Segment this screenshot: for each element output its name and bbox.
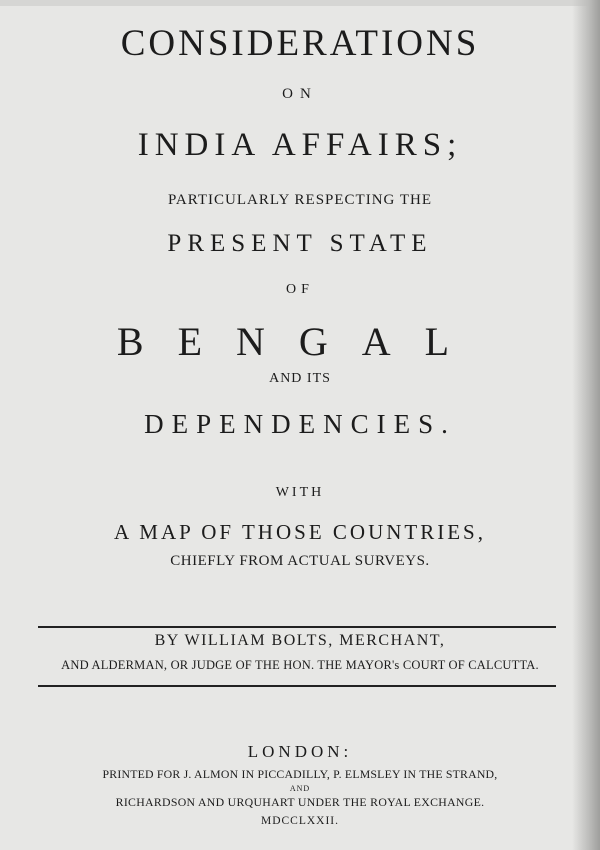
subtitle-dependencies: DEPENDENCIES.	[144, 409, 456, 439]
subtitle-and-its: AND ITS	[269, 371, 331, 386]
subtitle-place: BENGAL	[116, 319, 484, 364]
imprint-printer-line: PRINTED FOR J. ALMON IN PICCADILLY, P. ELMSLEY IN THE STRAND,	[102, 767, 498, 781]
imprint-date: MDCCLXXII.	[260, 815, 340, 827]
map-line: A MAP OF THOSE COUNTRIES,	[114, 520, 486, 544]
book-subject: INDIA AFFAIRS;	[137, 127, 463, 163]
surveys-line: CHIEFLY FROM ACTUAL SURVEYS.	[170, 553, 430, 569]
author-title: AND ALDERMAN, OR JUDGE OF THE HON. THE MAYOR's COURT OF CALCUTTA.	[61, 658, 539, 672]
imprint-and: AND	[289, 784, 311, 793]
author-line: BY WILLIAM BOLTS, MERCHANT,	[154, 632, 446, 649]
map-intro-with: WITH	[275, 485, 325, 500]
author-rule-top	[38, 626, 556, 628]
imprint-printer-line-2: RICHARDSON AND URQUHART UNDER THE ROYAL EXCHANGE.	[115, 795, 485, 809]
page-top-edge	[0, 0, 600, 6]
subtitle-present-state: PRESENT STATE	[167, 230, 433, 257]
title-connector-on: ON	[282, 86, 318, 102]
subtitle-of: OF	[286, 282, 314, 297]
imprint-city: LONDON:	[247, 742, 353, 761]
subtitle-particularly: PARTICULARLY RESPECTING THE	[167, 192, 433, 208]
book-title: CONSIDERATIONS	[120, 23, 480, 64]
author-rule-bottom	[38, 685, 556, 687]
